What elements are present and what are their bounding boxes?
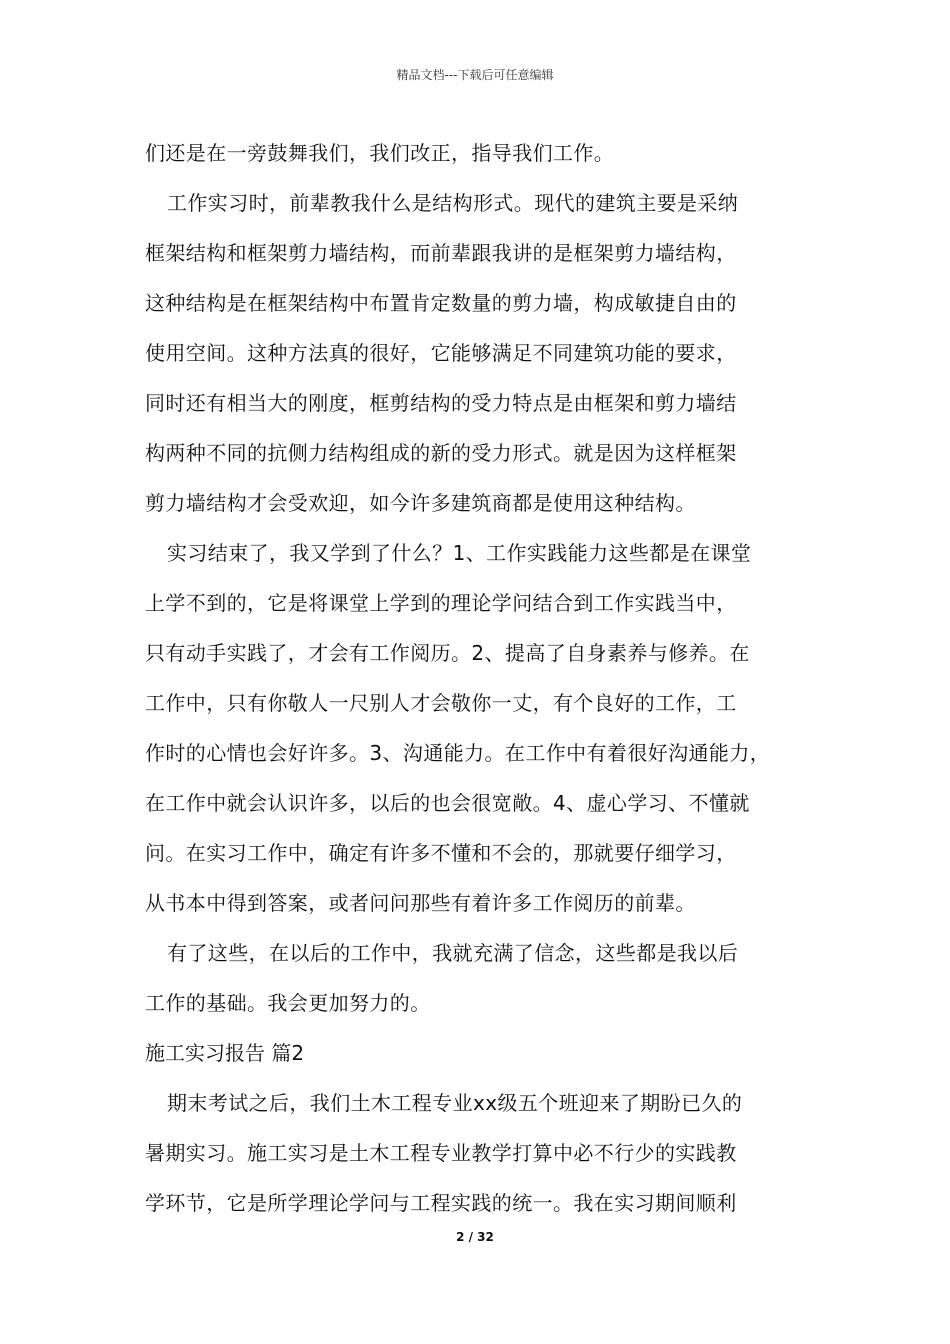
text-line: 只有动手实践了，才会有工作阅历。2、提高了自身素养与修养。在 [145,641,750,665]
text-line: 使用空间。这种方法真的很好，它能够满足不同建筑功能的要求， [145,341,737,365]
text-line: 们还是在一旁鼓舞我们，我们改正，指导我们工作。 [145,141,615,165]
paragraph-first-line: 有了这些，在以后的工作中，我就充满了信念，这些都是我以后 [167,941,739,965]
text-line: 构两种不同的抗侧力结构组成的新的受力形式。就是因为这样框架 [145,441,737,465]
text-line: 工作中，只有你敬人一尺别人才会敬你一丈，有个良好的工作，工 [145,691,737,715]
text-line: 暑期实习。施工实习是土木工程专业教学打算中必不行少的实践教 [145,1141,737,1165]
section-heading: 施工实习报告 篇2 [145,1041,305,1065]
text-line: 这种结构是在框架结构中布置肯定数量的剪力墙，构成敏捷自由的 [145,291,737,315]
text-line: 作时的心情也会好许多。3、沟通能力。在工作中有着很好沟通能力， [145,741,771,765]
document-body [145,128,835,1228]
page-number: 2 / 32 [456,1230,494,1244]
text-line: 框架结构和框架剪力墙结构，而前辈跟我讲的是框架剪力墙结构， [145,241,737,265]
paragraph-first-line: 工作实习时，前辈教我什么是结构形式。现代的建筑主要是采纳 [167,191,739,215]
page-header: 精品文档---下载后可任意编辑 [396,68,554,82]
text-line: 同时还有相当大的刚度，框剪结构的受力特点是由框架和剪力墙结 [145,391,737,415]
text-line: 问。在实习工作中，确定有许多不懂和不会的，那就要仔细学习， [145,841,737,865]
text-line: 剪力墙结构才会受欢迎，如今许多建筑商都是使用这种结构。 [145,491,696,515]
text-line: 学环节，它是所学理论学问与工程实践的统一。我在实习期间顺利 [145,1191,737,1215]
text-line: 在工作中就会认识许多，以后的也会很宽敞。4、虚心学习、不懂就 [145,791,750,815]
text-line: 从书本中得到答案，或者问问那些有着许多工作阅历的前辈。 [145,891,696,915]
paragraph-first-line: 期末考试之后，我们土木工程专业xx级五个班迎来了期盼已久的 [167,1091,743,1115]
text-line: 工作的基础。我会更加努力的。 [145,991,431,1015]
text-line: 上学不到的，它是将课堂上学到的理论学问结合到工作实践当中， [145,591,737,615]
paragraph-first-line: 实习结束了，我又学到了什么？1、工作实践能力这些都是在课堂 [167,541,752,565]
